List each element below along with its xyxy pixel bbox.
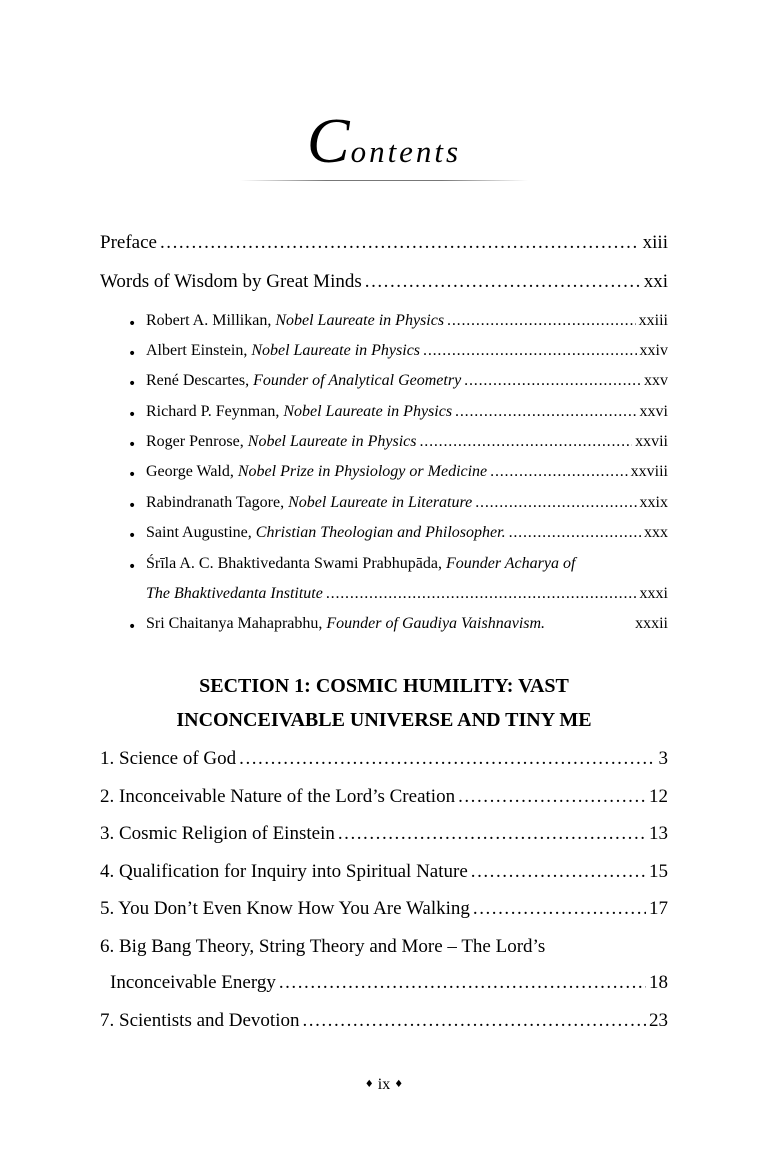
toc-subentry-page: xxx: [644, 524, 668, 541]
toc-subentry-label: The Bhaktivedanta Institute: [146, 585, 323, 602]
toc-entry-words-of-wisdom[interactable]: [100, 271, 668, 293]
leader-dots: [490, 463, 628, 481]
page-title: [0, 105, 768, 176]
toc-chapter-label: 1. Science of God: [100, 748, 237, 769]
toc-subentry[interactable]: [146, 372, 668, 390]
diamond-icon: ♦: [364, 1079, 374, 1090]
toc-entry-label: Preface: [100, 232, 157, 253]
toc-subentry-label: Albert Einstein, Nobel Laureate in Physics: [146, 342, 421, 359]
toc-subentry-label: René Descartes, Founder of Analytical Geometry: [146, 372, 462, 389]
bullet-icon: •: [128, 619, 137, 635]
toc-chapter-page: 12: [649, 786, 668, 807]
toc-subentry[interactable]: [146, 463, 668, 481]
leader-dots: [419, 433, 632, 451]
title-divider: [240, 180, 528, 181]
leader-dots: [365, 271, 641, 293]
title-initial: C: [306, 105, 350, 176]
toc-entry-preface[interactable]: [100, 232, 668, 254]
page-number: ix: [377, 1076, 391, 1093]
toc-subentry-label-line1[interactable]: Śrīla A. C. Bhaktivedanta Swami Prabhupāda, Founder Acharya of: [146, 555, 576, 572]
toc-subentry-page: xxiv: [639, 342, 668, 359]
section-heading-line: SECTION 1: COSMIC HUMILITY: VAST: [199, 675, 569, 697]
leader-dots: [471, 861, 646, 883]
toc-chapter[interactable]: [100, 861, 668, 883]
toc-subentry[interactable]: [146, 494, 668, 512]
bullet-icon: •: [128, 559, 137, 575]
leader-dots: [509, 524, 641, 542]
toc-subentry-page: xxiii: [638, 312, 668, 329]
leader-dots: [326, 585, 637, 603]
leader-dots: [338, 823, 646, 845]
toc-chapter-label: 7. Scientists and Devotion: [100, 1010, 300, 1031]
toc-chapter-page: 17: [649, 898, 668, 919]
toc-chapter-label: Inconceivable Energy: [110, 972, 276, 993]
toc-chapter[interactable]: [100, 748, 668, 770]
leader-dots: [279, 972, 646, 994]
bullet-icon: •: [128, 467, 137, 483]
toc-chapter-page: 18: [649, 972, 668, 993]
toc-chapter-page: 13: [649, 823, 668, 844]
bullet-icon: •: [128, 498, 137, 514]
leader-dots: [458, 786, 646, 808]
toc-subentry-label: Roger Penrose, Nobel Laureate in Physics: [146, 433, 417, 450]
toc-entry-page: xxi: [643, 271, 668, 292]
toc-subentry[interactable]: [146, 433, 668, 451]
toc-chapter-page: 15: [649, 861, 668, 882]
page-footer: [0, 1076, 768, 1094]
toc-chapter[interactable]: [100, 786, 668, 808]
toc-subentry-page: xxix: [639, 494, 668, 511]
toc-subentry-label: Robert A. Millikan, Nobel Laureate in Physics: [146, 312, 445, 329]
toc-subentry-label: Sri Chaitanya Mahaprabhu, Founder of Gaudiya Vaishnavism.: [146, 615, 546, 632]
section-heading: [100, 669, 668, 737]
toc-subentry-label: George Wald, Nobel Prize in Physiology or Medicine: [146, 463, 488, 480]
toc-chapter-label: 3. Cosmic Religion of Einstein: [100, 823, 335, 844]
toc-chapter[interactable]: [100, 1010, 668, 1032]
bullet-icon: •: [128, 437, 137, 453]
toc-entry-label: Words of Wisdom by Great Minds: [100, 271, 362, 292]
toc-chapter[interactable]: [110, 972, 668, 994]
toc-chapter-label: 2. Inconceivable Nature of the Lord’s Creation: [100, 786, 456, 807]
toc-subentry-page: xxv: [644, 372, 668, 389]
toc-chapter-label-line1[interactable]: 6. Big Bang Theory, String Theory and More – The Lord’s: [100, 936, 546, 957]
bullet-icon: •: [128, 316, 137, 332]
toc-subentry-page: xxvi: [639, 403, 668, 420]
toc-chapter-page: 23: [649, 1010, 668, 1031]
bullet-icon: •: [128, 346, 137, 362]
section-heading-line: INCONCEIVABLE UNIVERSE AND TINY ME: [176, 709, 592, 731]
bullet-icon: •: [128, 407, 137, 423]
diamond-icon: ♦: [394, 1079, 404, 1090]
leader-dots: [475, 494, 636, 512]
toc-subentry[interactable]: [146, 585, 668, 603]
leader-dots: [447, 312, 636, 330]
toc-subentry-label: Richard P. Feynman, Nobel Laureate in Physics: [146, 403, 453, 420]
leader-dots: [464, 372, 641, 390]
toc-chapter[interactable]: [100, 898, 668, 920]
toc-subentry-label: Saint Augustine, Christian Theologian and Philosopher.: [146, 524, 506, 541]
toc-subentry[interactable]: [146, 403, 668, 421]
toc-subentry[interactable]: [146, 524, 668, 542]
toc-subentry-page: xxxii: [635, 615, 668, 632]
leader-dots: [239, 748, 655, 770]
leader-dots: [160, 232, 640, 254]
leader-dots: [302, 1010, 646, 1032]
toc-subentry-page: xxxi: [639, 585, 668, 602]
toc-chapter[interactable]: [100, 823, 668, 845]
toc-chapter-label: 5. You Don’t Even Know How You Are Walking: [100, 898, 470, 919]
bullet-icon: •: [128, 528, 137, 544]
toc-subentry[interactable]: [146, 312, 668, 330]
toc-subentry-label: Rabindranath Tagore, Nobel Laureate in Literature: [146, 494, 473, 511]
toc-entry-page: xiii: [642, 232, 668, 253]
toc-subentry[interactable]: [146, 615, 668, 633]
toc-subentry-page: xxviii: [630, 463, 668, 480]
toc-subentry[interactable]: [146, 342, 668, 360]
leader-dots: [473, 898, 646, 920]
toc-subentry-page: xxvii: [635, 433, 668, 450]
title-rest: ontents: [350, 134, 462, 169]
leader-dots: [455, 403, 637, 421]
leader-dots: [423, 342, 637, 360]
toc-chapter-page: 3: [658, 748, 668, 769]
toc-chapter-label: 4. Qualification for Inquiry into Spiritual Nature: [100, 861, 468, 882]
bullet-icon: •: [128, 376, 137, 392]
